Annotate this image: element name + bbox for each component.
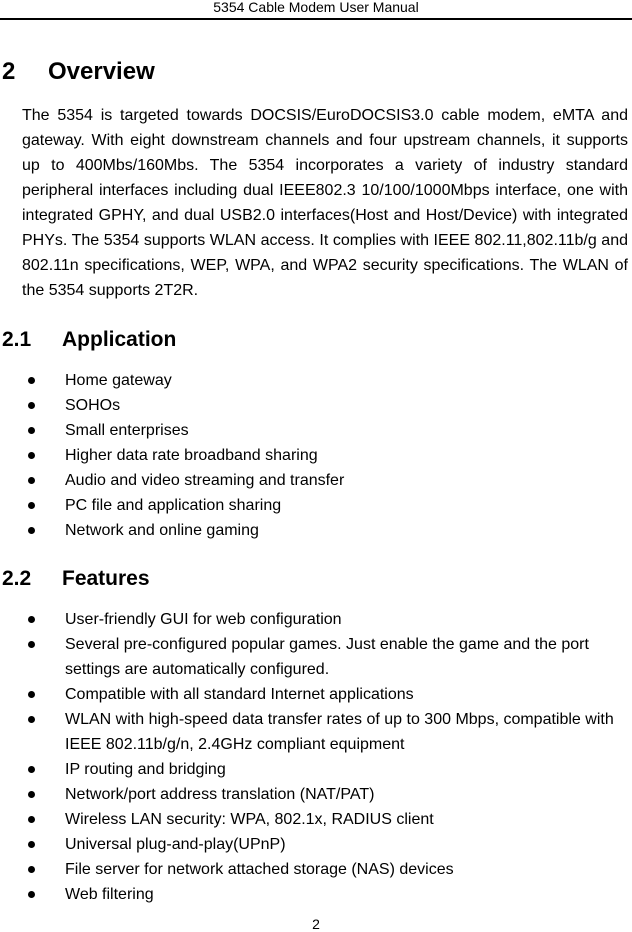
- list-item: [0, 832, 615, 857]
- list-item: [0, 782, 615, 807]
- bullet-icon: [28, 766, 35, 773]
- subsection-title: Application: [62, 328, 177, 351]
- list-item-text: User-friendly GUI for web configuration: [65, 611, 342, 628]
- list-item-text: Compatible with all standard Internet applications: [65, 686, 414, 703]
- list-item-text: Small enterprises: [65, 422, 189, 439]
- bullet-icon: [28, 716, 35, 723]
- list-item-text: SOHOs: [65, 397, 121, 414]
- subsection-number: 2.2: [2, 567, 32, 590]
- section-number: 2: [2, 58, 16, 85]
- list-item: [0, 857, 615, 882]
- list-item: [0, 682, 615, 707]
- bullet-icon: [28, 452, 35, 459]
- bullet-icon: [28, 816, 35, 823]
- subsection-heading-application: [2, 327, 176, 353]
- bullet-icon: [28, 641, 35, 648]
- bullet-icon: [28, 527, 35, 534]
- list-item: [0, 807, 615, 832]
- features-list: [0, 607, 632, 907]
- list-item: [0, 632, 615, 682]
- list-item: [0, 418, 615, 443]
- bullet-icon: [28, 477, 35, 484]
- bullet-icon: [28, 691, 35, 698]
- list-item-text: Network/port address translation (NAT/PAT): [65, 786, 375, 803]
- list-item: [0, 393, 615, 418]
- list-item: [0, 368, 615, 393]
- list-item-text: PC file and application sharing: [65, 497, 282, 514]
- list-item-text: WLAN with high-speed data transfer rates of up to 300 Mbps, compatible with IEEE 802.11b/g/n, 2.4GHz compliant equipment: [65, 711, 614, 753]
- list-item: [0, 493, 615, 518]
- bullet-icon: [28, 427, 35, 434]
- subsection-title: Features: [62, 567, 150, 590]
- subsection-heading-features: [2, 566, 150, 592]
- list-item-text: Wireless LAN security: WPA, 802.1x, RADIUS client: [65, 811, 434, 828]
- list-item: [0, 882, 615, 907]
- list-item-text: File server for network attached storage (NAS) devices: [65, 861, 454, 878]
- bullet-icon: [28, 502, 35, 509]
- list-item-text: Audio and video streaming and transfer: [65, 472, 345, 489]
- page-number: 2: [312, 916, 320, 932]
- running-header: 5354 Cable Modem User Manual: [0, 0, 632, 20]
- bullet-icon: [28, 791, 35, 798]
- list-item-text: IP routing and bridging: [65, 761, 226, 778]
- list-item: [0, 707, 615, 757]
- bullet-icon: [28, 402, 35, 409]
- bullet-icon: [28, 377, 35, 384]
- section-heading-overview: [2, 58, 155, 86]
- list-item: [0, 468, 615, 493]
- bullet-icon: [28, 891, 35, 898]
- list-item: [0, 757, 615, 782]
- list-item: [0, 518, 615, 543]
- list-item: [0, 607, 615, 632]
- bullet-icon: [28, 841, 35, 848]
- list-item-text: Web filtering: [65, 886, 154, 903]
- list-item-text: Universal plug-and-play(UPnP): [65, 836, 286, 853]
- overview-paragraph: The 5354 is targeted towards DOCSIS/EuroDOCSIS3.0 cable modem, eMTA and gateway. With eight downstream channels and four upstream channels, it supports up to 400Mbs/160Mbs. The 5354 incorporates a variety of industry standard peripheral interfaces including dual IEEE802.3 10/100/1000Mbps interface, one with integrated GPHY, and dual USB2.0 interfaces(Host and Host/Device) with integrated PHYs. The 5354 supports WLAN access. It complies with IEEE 802.11,802.11b/g and 802.11n specifications, WEP, WPA, and WPA2 security specifications. The WLAN of the 5354 supports 2T2R.: [22, 107, 628, 299]
- list-item-text: Higher data rate broadband sharing: [65, 447, 318, 464]
- list-item-text: Network and online gaming: [65, 522, 259, 539]
- list-item-text: Several pre-configured popular games. Just enable the game and the port settings are automatically configured.: [65, 636, 589, 678]
- subsection-number: 2.1: [2, 328, 32, 351]
- section-title: Overview: [48, 58, 155, 85]
- bullet-icon: [28, 616, 35, 623]
- list-item: [0, 443, 615, 468]
- bullet-icon: [28, 866, 35, 873]
- application-list: [0, 368, 632, 543]
- list-item-text: Home gateway: [65, 372, 172, 389]
